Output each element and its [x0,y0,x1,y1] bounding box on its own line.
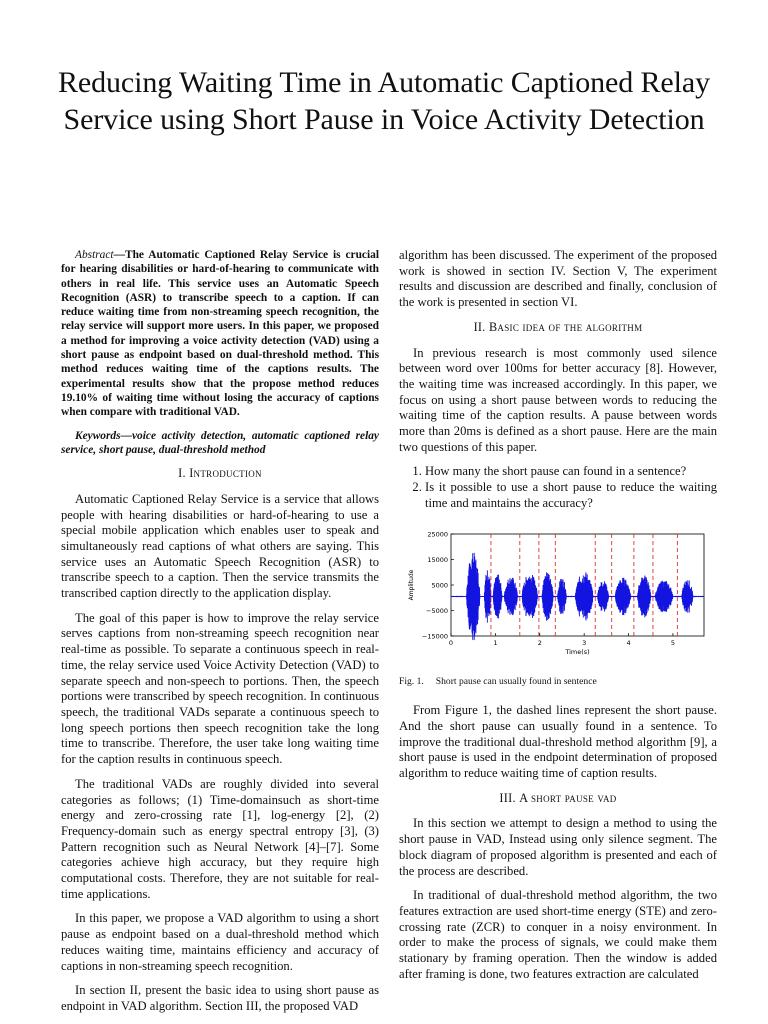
section-number: II. [473,319,489,334]
section-title: A short pause vad [519,790,617,805]
right-column [399,248,717,992]
y-tick-label: 5000 [431,581,448,590]
section-heading-introduction [61,466,379,482]
waveform-chart [399,520,717,670]
section-title: Introduction [189,466,262,481]
paragraph: In this section we attempt to design a method to using the short pause in VAD, Instead using only silence segment. The block diagram of proposed algorithm is presented and each of the process are described. [399,816,717,878]
keywords-lead: Keywords [75,429,121,442]
abstract [61,248,379,420]
section-number: III. [499,790,520,805]
list-item: 1. How many the short pause can found in a sentence? [425,464,717,480]
keywords [61,429,379,458]
waveform-series [451,552,704,639]
paragraph: In traditional of dual-threshold method algorithm, the two features extraction are used short-time energy (STE) and zero-crossing rate (ZCR) to conquer in a noisy environment. In order to make the process of signals, we could make them stationary by framing operation. Then the window is added after framing is done, two features extraction are calculated [399,888,717,981]
abstract-text: —The Automatic Captioned Relay Service is crucial for hearing disabilities or hard-of-hearing to communicate with others in real life. This service uses an Automatic Speech Recognition (ASR) to transcribe speech to a caption. If can reduce waiting time from non-streaming speech recognition, the relay service will support more users. In this paper, we proposed a method for improving a voice activity detection (VAD) using a short pause as endpoint based on dual-threshold method. This method reduces waiting time of the captions results. The experimental results show that the propose method reduces 19.10% of waiting time without losing the accuracy of captions when compare with traditional VAD. [61,249,379,419]
figure-caption [399,674,717,690]
paragraph: The traditional VADs are roughly divided into several categories as follows; (1) Time-domainsuch as short-time energy and zero-crossing rate [1], log-energy [2], (2) Frequency-domain such as energy spectral entropy [3], (3) Pattern recognition such as Neural Network [4]–[7]. Some categories achieve high accuracy, but they require high computational costs. Therefore, they are not suitable for real-time applications. [61,776,379,901]
paragraph: In this paper, we propose a VAD algorithm to using a short pause as endpoint based on a dual-threshold method which reduces waiting time, maintains efficiency and accuracy of captions in non-streaming speech recognition. [61,911,379,973]
paper-title: Reducing Waiting Time in Automatic Captioned Relay Service using Short Pause in Voice Activity Detection [58,66,710,136]
left-column [61,248,379,1024]
abstract-lead: Abstract [75,249,114,261]
questions-list [399,464,717,511]
y-tick-label: 25000 [427,530,448,539]
x-tick-label: 4 [626,638,631,647]
x-tick-label: 3 [582,638,587,647]
keywords-text: —voice activity detection, automatic captioned relay service, short pause, dual-threshold method [61,429,379,456]
figure-1 [399,520,717,670]
section-title: Basic idea of the algorithm [489,319,643,334]
x-tick-label: 1 [493,638,498,647]
figure-number: Fig. 1. [399,675,424,687]
y-tick-label: −5000 [426,606,448,615]
section-heading-basic-idea [399,320,717,336]
y-tick-label: −15000 [421,632,448,641]
figure-caption-text: Short pause can usually found in sentence [435,675,597,687]
list-item: 2. Is it possible to use a short pause to reduce the waiting time and maintains the accuracy? [425,480,717,511]
x-tick-label: 0 [448,638,454,647]
section-number: I. [178,466,190,481]
y-tick-label: 15000 [427,555,448,564]
x-axis-label: Time(s) [565,647,590,656]
paragraph: algorithm has been discussed. The experiment of the proposed work is showed in section IV. Section V, The experiment results and discussion are described and finally, conclusion of the work is presented in section VI. [399,248,717,310]
paragraph: Automatic Captioned Relay Service is a service that allows people with hearing disabilities or hard-of-hearing to use a special mobile application which enables user to speak and simultaneously read captions of what others are saying. This service uses an Automatic Speech Recognition (ASR) to transcribe speech to a caption. Then the service transmits the transcribed caption directly to the application display. [61,491,379,601]
paragraph: From Figure 1, the dashed lines represent the short pause. And the short pause can usually found in a sentence. To improve the traditional dual-threshold method algorithm [9], a short pause is used in the endpoint determination of proposed algorithm to reduce waiting time of caption results. [399,703,717,781]
x-tick-label: 2 [537,638,542,647]
paragraph: The goal of this paper is how to improve the relay service serves captions from non-streaming speech recognition near real-time as possible. To separate a continuous speech in real-time, the relay service used Voice Activity Detection (VAD) to separate speech and non-speech to portions. Then, the speech portions were transcribed by speech recognition. In continuous speech, the traditional VADs separate a continuous speech to long speech portions then speech recognition take the long time to transcribe. Therefore, the user take long waiting time for the caption results in continuous speech. [61,610,379,767]
x-tick-label: 5 [670,638,676,647]
section-heading-short-pause-vad [399,791,717,807]
y-axis-label: Amplitude [408,569,415,600]
paragraph: In previous research is most commonly used silence between word over 100ms for better accuracy [8]. However, the waiting time was increased accordingly. In this paper, we focus on using a short pause between words to reducing the waiting time of the caption results. A pause between words more than 20ms is defined as a short pause. Here are the main two questions of this paper. [399,345,717,454]
paragraph: In section II, present the basic idea to using short pause as endpoint in VAD algorithm. Section III, the proposed VAD [61,983,379,1013]
